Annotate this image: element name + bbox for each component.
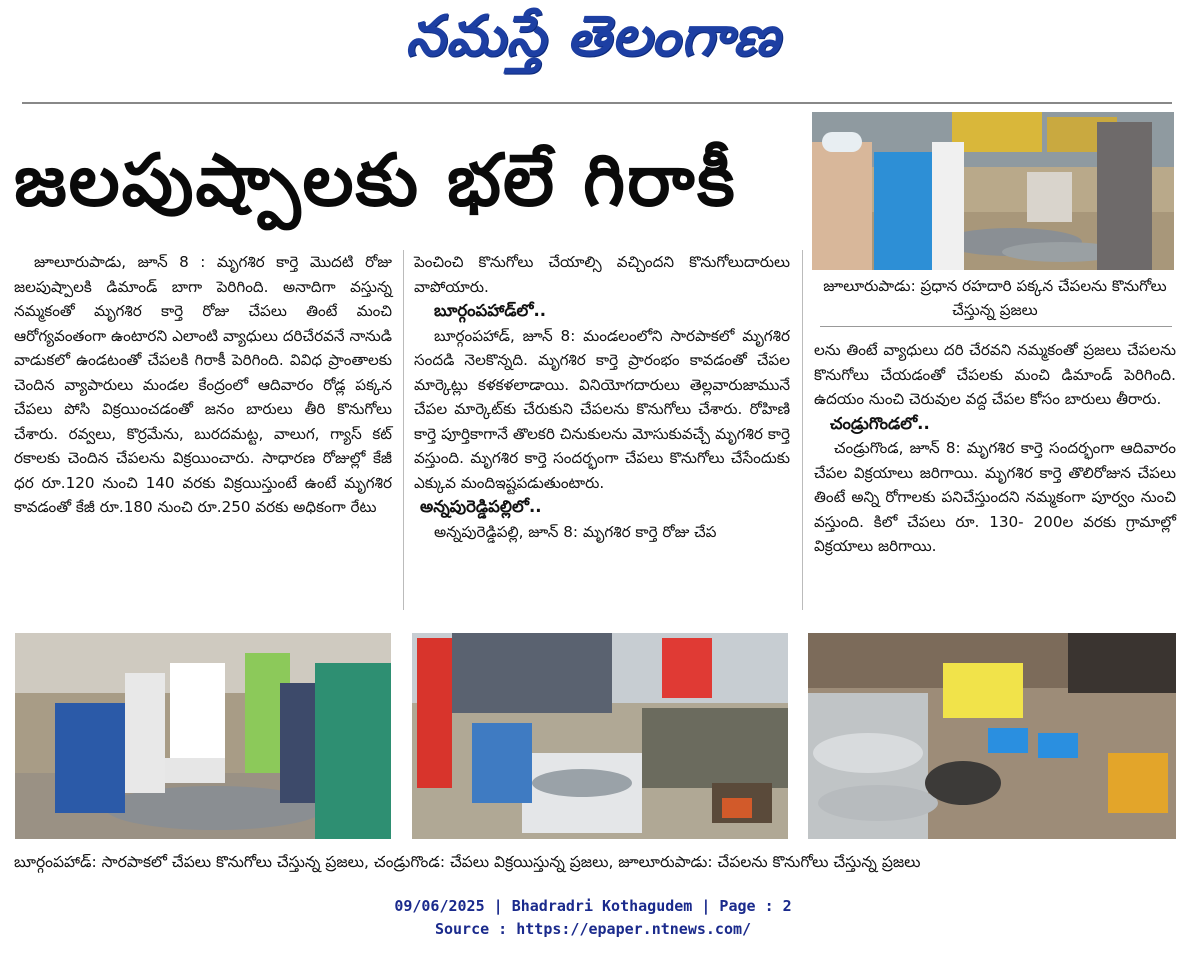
bottom-photos-caption: బూర్గంపహాడ్: సారపాకలో చేపలు కొనుగోలు చేస్తున్న ప్రజలు, చండ్రుగొండ: చేపలు విక్రయిస్తున్న ప్రజలు, జూలూరుపాడు: చేపలను కొనుగోలు చేస్తున్న ప్రజలు: [14, 853, 921, 871]
subheading-chandrugonda: చండ్రుగొండలో..: [830, 413, 930, 433]
footer-edition-info: 09/06/2025 | Bhadradri Kothagudem | Page : 2: [394, 897, 792, 915]
article-headline: జలపుష్పాలకు భలే గిరాకీ: [14, 138, 737, 222]
masthead-divider: [22, 102, 1172, 104]
column-divider: [802, 250, 803, 610]
caption-divider: [820, 326, 1172, 327]
masthead-title: నమస్తే తెలంగాణ: [405, 4, 781, 69]
masthead: [0, 4, 1186, 83]
column-1-text: జూలూరుపాడు, జూన్ 8 : మృగశిర కార్తె మొదటి రోజు జలపుష్పాలకి డిమాండ్ బాగా పెరిగింది. అనాదిగా వస్తున్న నమ్మకంతో మృగశిర కార్తె రోజు చేపలు తింటే మంచి ఆరోగ్యవంతంగా ఉంటారని ఎలాంటి వ్యాధులు దరిచేరవనే నానుడి వాడుకలో ఉండటంతో చేపలకి గిరాకీ పెరిగింది. వివిధ ప్రాంతాలకు చెందిన వ్యాపారులు మండల కేంద్రంలో ఆదివారం రోడ్ల పక్కన చేపలు పోసి విక్రయించడంతో జనం బారులు తీరి కొనుగోలు చేశారు. రవ్వలు, కొర్రమేను, బురదమట్ట, వాలుగ, గ్యాస్ కట్ రకాలకు చెందిన చేపలను విక్రయించారు. సాధారణ రోజుల్లో కేజీ ధర రూ.120 నుంచి 140 వరకు విక్రయిస్తుంటే ఉంటే మృగశిర కావడంతో కేజీ రూ.180 నుంచి రూ.250 వరకు అధికంగా రేటు: [14, 253, 392, 516]
article-column-1: [14, 250, 392, 520]
bottom-photo-burgampahad: [15, 633, 391, 839]
footer-source-link[interactable]: Source : https://epaper.ntnews.com/: [434, 920, 752, 938]
article-column-3: [814, 338, 1176, 559]
column-3-body-1: లను తింటే వ్యాధులు దరి చేరవని నమ్మకంతో ప్రజలు చేపలను కొనుగోలు చేయడంతో చేపలకు మంచి డిమాండ్ పెరిగింది. ఉదయం నుంచి చెరువుల వద్ద చేపల కోసం బారులు తీరారు.: [814, 341, 1176, 408]
column-2-intro: పెంచించి కొనుగోలు చేయాల్సి వచ్చిందని కొనుగోలుదారులు వాపోయారు.: [414, 253, 790, 296]
subheading-burgampahad: బూర్గంపహాడ్‌లో..: [434, 301, 547, 320]
column-2-body-1: బూర్గంపహాడ్, జూన్ 8: మండలంలోని సారపాకలో మృగశిర సందడి నెలకొన్నది. మృగశిర కార్తె ప్రారంభం కావడంతో చేపల మార్కెట్లు కళకళలాడాయి. వినియోగదారులు తెల్లవారుజామునే చేపల మార్కెట్‌కు చేరుకుని చేపలను కొనుగోలు చేశారు. రోహిణి కార్తె పూర్తికాగానే తొలకరి చినుకులను మోసుకువచ్చే మృగశిర కార్తె వస్తుంది. మృగశిర కార్తె సందర్భంగా చేపలు కొనుగోలు చేసేందుకు ఎక్కువ మందిఇష్టపడుతుంటారు.: [414, 326, 790, 492]
top-photo: [812, 112, 1174, 270]
column-divider: [403, 250, 404, 610]
top-photo-caption: జూలూరుపాడు: ప్రధాన రహదారి పక్కన చేపలను కొనుగోలు చేస్తున్న ప్రజలు: [823, 277, 1167, 319]
subheading-annapureddipalli: అన్నపురెడ్డిపల్లిలో..: [420, 497, 542, 516]
column-2-body-2: అన్నపురెడ్డిపల్లి, జూన్ 8: మృగశిర కార్తె రోజు చేప: [434, 522, 717, 541]
bottom-photo-chandrugonda: [412, 633, 788, 839]
column-3-body-2: చండ్రుగొండ, జూన్ 8: మృగశిర కార్తె సందర్భంగా ఆదివారం చేపల విక్రయాలు జరిగాయి. మృగశిర కార్తె తొలిరోజున చేపలు తింటే అన్ని రోగాలకు పనిచేస్తుందని నమ్మకంగా పూర్వం నుంచి వస్తుంది. కిలో చేపలు రూ. 130- 200ల వరకు గ్రామాల్లో విక్రయాలు జరిగాయి.: [814, 439, 1176, 555]
article-column-2: [414, 250, 790, 544]
bottom-photo-julurpadu: [808, 633, 1176, 839]
